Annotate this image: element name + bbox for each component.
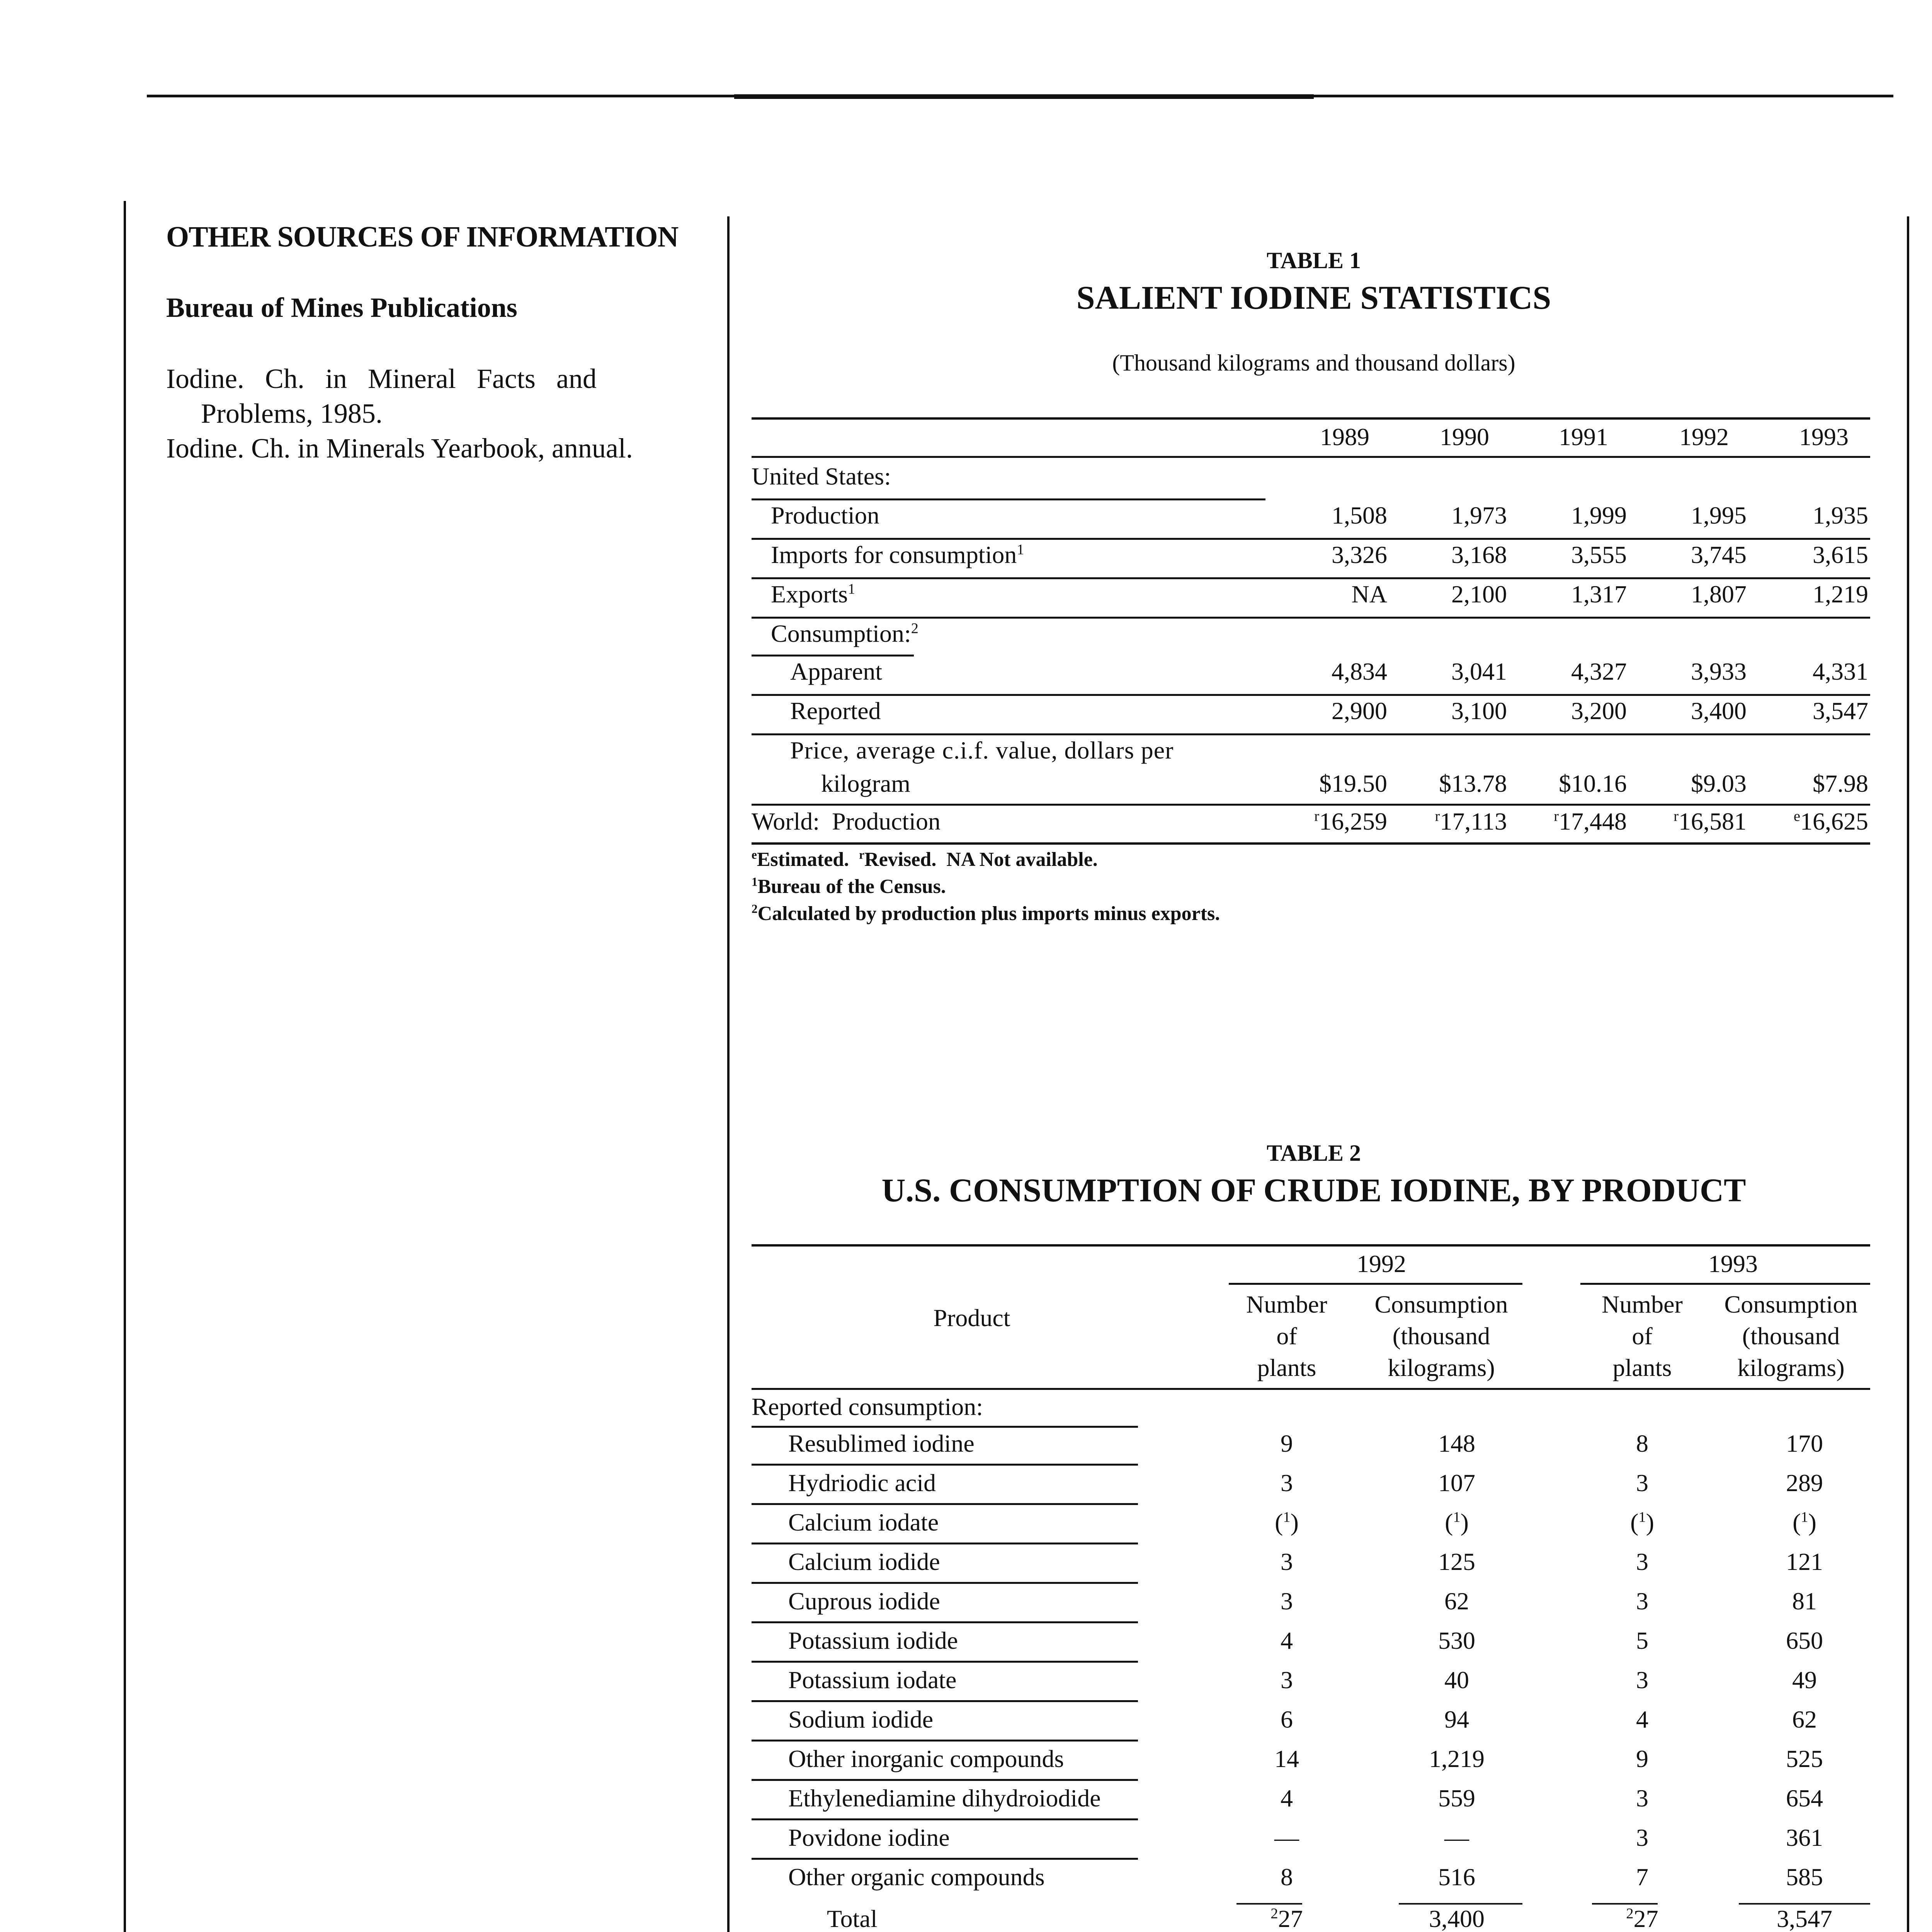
table-1-cell: 3,400 xyxy=(1691,697,1747,724)
table-1-cell: 3,547 xyxy=(1813,697,1868,724)
table-1-cell: 1,999 xyxy=(1571,502,1627,529)
table-2-row-label: Potassium iodate xyxy=(788,1666,957,1694)
table-1-cell: 3,326 xyxy=(1332,541,1387,568)
header-line: (thousand xyxy=(1742,1322,1840,1350)
table-1-cell: 1,508 xyxy=(1332,502,1387,529)
table-1-cell: 4,327 xyxy=(1571,658,1627,685)
table-1-row-rule xyxy=(752,694,1870,696)
table-2-cell: 525 xyxy=(1786,1745,1823,1772)
table-1-year-1991: 1991 xyxy=(1559,423,1608,451)
table-2-row-rule xyxy=(752,1740,1138,1742)
table-1-cell: NA xyxy=(1351,580,1387,608)
footnote-ref: 1 xyxy=(1283,1509,1291,1526)
table-1-cell: 3,168 xyxy=(1451,541,1507,568)
footnote-text: Calculated by production plus imports minus exports. xyxy=(757,903,1220,925)
table-2-cell: 3,400 xyxy=(1429,1905,1485,1932)
table-2-cell: 3 xyxy=(1636,1548,1648,1575)
table-2-row-rule xyxy=(752,1543,1138,1544)
total-plants-1993: 27 xyxy=(1633,1905,1658,1932)
table-1-row-label-text: Exports xyxy=(771,580,848,608)
table-2-title: U.S. CONSUMPTION OF CRUDE IODINE, BY PRODUCT xyxy=(881,1172,1746,1209)
table-1-row-rule xyxy=(752,498,1265,500)
table-2-cell: ($^1$) xyxy=(1275,1509,1299,1536)
footnote-ref: r xyxy=(1435,808,1440,825)
table-2-top-rule xyxy=(752,1244,1870,1247)
table-1-row-label: World: Production xyxy=(752,808,941,835)
table-1-cell: $10.16 xyxy=(1559,770,1627,797)
table-2-cell: 1,219 xyxy=(1429,1745,1485,1772)
footnote-ref: 2 xyxy=(1626,1905,1634,1922)
table-2-cell: 3 xyxy=(1281,1469,1293,1497)
table-2-cell: 3 xyxy=(1636,1469,1648,1497)
table-1-cell: $7.98 xyxy=(1813,770,1868,797)
table-2-row-rule xyxy=(752,1858,1138,1860)
table-1-cell: 3,200 xyxy=(1571,697,1627,724)
header-line: Number xyxy=(1246,1291,1327,1318)
header-line: (thousand xyxy=(1392,1322,1490,1350)
footnote-mark: 1 xyxy=(752,875,758,889)
table-2-row-rule xyxy=(752,1503,1138,1505)
footnote-text: Bureau of the Census. xyxy=(757,876,946,898)
table-2-row-rule xyxy=(752,1426,1138,1428)
table-2-cell: 3 xyxy=(1281,1666,1293,1694)
table-2-row-label: Sodium iodide xyxy=(788,1706,934,1733)
table-1-row-label-text: Imports for consumption xyxy=(771,541,1017,568)
table-2-cell: 530 xyxy=(1438,1627,1475,1654)
table-2-total-rule xyxy=(1399,1903,1522,1905)
table-1-footnote xyxy=(752,875,946,898)
table-1-row-consumption xyxy=(771,620,918,648)
table-1-cell-value: 16,625 xyxy=(1800,808,1868,835)
table-1-cell: $9.03 xyxy=(1691,770,1747,797)
table-2-cell: 9 xyxy=(1281,1430,1293,1457)
table-1-row-rule xyxy=(752,617,1870,619)
table-1-cell xyxy=(1291,808,1387,835)
table-2-row-label: Calcium iodide xyxy=(788,1548,940,1575)
table-1-row-label-text: Consumption: xyxy=(771,620,911,647)
footnote-ref: r xyxy=(1554,808,1559,825)
table-2-cell: 9 xyxy=(1636,1745,1648,1772)
table-1-cell: 1,807 xyxy=(1691,580,1747,608)
table-2-cell: 650 xyxy=(1786,1627,1823,1654)
table-2-cell: 4 xyxy=(1281,1627,1293,1654)
table-1-cell: 2,100 xyxy=(1451,580,1507,608)
table-2-col-consumption-1993 xyxy=(1712,1289,1870,1384)
table-2-cell: 3,547 xyxy=(1777,1905,1832,1932)
table-2-col-consumption-1992 xyxy=(1360,1289,1522,1384)
footnote-ref: 1 xyxy=(1017,541,1024,558)
table-2-cell: 7 xyxy=(1636,1863,1648,1891)
table-2-year-1993: 1993 xyxy=(1708,1250,1758,1277)
table-1-cell xyxy=(1410,808,1507,835)
table-2-row-rule xyxy=(752,1700,1138,1702)
table-2-cell: 62 xyxy=(1444,1587,1469,1615)
table-2-total-label: Total xyxy=(827,1905,878,1932)
footnote-mark: 2 xyxy=(752,902,758,916)
subsection-title: Bureau of Mines Publications xyxy=(166,292,517,323)
header-line: of xyxy=(1276,1322,1297,1350)
table-2-row-label: Resublimed iodine xyxy=(788,1430,975,1457)
table-1-cell-value: 16,259 xyxy=(1319,808,1387,835)
table-2-cell: — xyxy=(1274,1824,1299,1851)
footnote-text: Revised. NA Not available. xyxy=(864,849,1098,871)
table-1-cell: 1,935 xyxy=(1813,502,1868,529)
table-2-cell: 62 xyxy=(1792,1706,1817,1733)
table-2-row-rule xyxy=(752,1464,1138,1466)
table-1-cell: 3,555 xyxy=(1571,541,1627,568)
table-2-cell: 3 xyxy=(1636,1666,1648,1694)
table-2-year-rule-1993 xyxy=(1580,1283,1870,1285)
table-1-cell: 3,041 xyxy=(1451,658,1507,685)
table-1-row-label: Reported xyxy=(790,697,881,724)
table-1-row-label: Production xyxy=(771,502,879,529)
header-line: Number xyxy=(1602,1291,1683,1318)
footnote-ref: 1 xyxy=(848,581,855,597)
table-1-row-rule xyxy=(752,538,1870,540)
table-1-cell: 3,745 xyxy=(1691,541,1747,568)
left-margin-line xyxy=(124,201,126,1932)
footnote-ref: r xyxy=(1673,808,1679,825)
table-1-row-rule xyxy=(752,804,1870,806)
table-2-cell: 81 xyxy=(1792,1587,1817,1615)
table-1-cell-value: 17,448 xyxy=(1559,808,1627,835)
table-2-cell: 3 xyxy=(1636,1587,1648,1615)
table-2-cell: 40 xyxy=(1444,1666,1469,1694)
table-1-cell xyxy=(1772,808,1868,835)
footnote-ref: 1 xyxy=(1638,1509,1646,1526)
table-2-row-label: Cuprous iodide xyxy=(788,1587,940,1615)
table-2-header-rule xyxy=(752,1388,1870,1390)
table-1-row-label: Apparent xyxy=(790,658,883,685)
table-2-row-label: Potassium iodide xyxy=(788,1627,958,1654)
footnote-ref: 1 xyxy=(1453,1509,1461,1526)
table-1-cell: 3,615 xyxy=(1813,541,1868,568)
header-line: Consumption xyxy=(1724,1291,1858,1318)
table-1-cell: 4,331 xyxy=(1813,658,1868,685)
table-1-row-label xyxy=(771,541,1024,569)
table-2-year-rule-1992 xyxy=(1229,1283,1522,1285)
table-2-cell: 3 xyxy=(1636,1824,1648,1851)
table-1-title: SALIENT IODINE STATISTICS xyxy=(1076,279,1551,316)
table-2-cell xyxy=(1584,1905,1700,1932)
table-2-row-rule xyxy=(752,1818,1138,1820)
footnote-ref: 2 xyxy=(911,620,918,637)
table-1-section-us: United States: xyxy=(752,463,891,490)
table-2-cell: 4 xyxy=(1636,1706,1648,1733)
table-2-total-rule xyxy=(1739,1903,1870,1905)
table-1-cell: $13.78 xyxy=(1439,770,1507,797)
section-title: OTHER SOURCES OF INFORMATION xyxy=(166,221,679,253)
table-2-cell xyxy=(1229,1905,1345,1932)
table-1-header-rule xyxy=(752,456,1870,458)
table-2-cell: 516 xyxy=(1438,1863,1475,1891)
reference-2: Iodine. Ch. in Minerals Yearbook, annual. xyxy=(166,433,633,464)
table-1-top-rule xyxy=(752,417,1870,420)
table-2-cell: 121 xyxy=(1786,1548,1823,1575)
table-2-row-rule xyxy=(752,1582,1138,1584)
table-2-row-rule xyxy=(752,1661,1138,1663)
footnote-mark: e xyxy=(752,848,757,862)
table-1-cell: 2,900 xyxy=(1332,697,1387,724)
table-2-row-label: Povidone iodine xyxy=(788,1824,950,1851)
footnote-mark: r xyxy=(859,848,865,862)
header-line: of xyxy=(1632,1322,1653,1350)
footnote-ref: r xyxy=(1314,808,1319,825)
table-2-cell: 49 xyxy=(1792,1666,1817,1694)
table-2-row-label: Calcium iodate xyxy=(788,1509,939,1536)
table-2-cell: 107 xyxy=(1438,1469,1475,1497)
table-2-cell: 14 xyxy=(1274,1745,1299,1772)
table-1-cell: $19.50 xyxy=(1319,770,1387,797)
table-2-cell: — xyxy=(1444,1824,1469,1851)
table-1-year-1990: 1990 xyxy=(1440,423,1489,451)
table-1-year-1992: 1992 xyxy=(1679,423,1729,451)
table-1-row-label xyxy=(771,580,855,608)
table-1-row-rule xyxy=(752,733,1870,735)
table-2-cell: 4 xyxy=(1281,1784,1293,1812)
table-2-cell: 559 xyxy=(1438,1784,1475,1812)
table-2-cell: 6 xyxy=(1281,1706,1293,1733)
reference-1-line2: Problems, 1985. xyxy=(201,398,383,429)
table-2-cell: ($^1$) xyxy=(1630,1509,1654,1536)
header-line: plants xyxy=(1257,1354,1316,1381)
header-line: kilograms) xyxy=(1388,1354,1495,1381)
table-2-year-1992: 1992 xyxy=(1357,1250,1406,1277)
table-2-cell: 289 xyxy=(1786,1469,1823,1497)
reference-1-line1: Iodine. Ch. in Mineral Facts and xyxy=(166,363,597,394)
table-2-col-plants-1993 xyxy=(1584,1289,1700,1384)
table-1-bottom-rule xyxy=(752,842,1870,845)
table-2-cell: 3 xyxy=(1281,1548,1293,1575)
table-1-cell: 4,834 xyxy=(1332,658,1387,685)
table-2-total-rule xyxy=(1236,1903,1302,1905)
table-1-footnote xyxy=(752,902,1220,925)
table-2-cell: 654 xyxy=(1786,1784,1823,1812)
table-1-row-rule xyxy=(752,655,914,656)
header-line: kilograms) xyxy=(1737,1354,1845,1381)
table-2-cell: 8 xyxy=(1636,1430,1648,1457)
table-2-col-plants-1992 xyxy=(1229,1289,1345,1384)
table-2-cell: 361 xyxy=(1786,1824,1823,1851)
table-1-cell: 3,933 xyxy=(1691,658,1747,685)
footnote-ref: 2 xyxy=(1270,1905,1278,1922)
footnote-text: Estimated. xyxy=(757,849,859,871)
total-plants-1992: 27 xyxy=(1278,1905,1303,1932)
table-1-price-label-2: kilogram xyxy=(821,770,911,797)
table-2-cell: 148 xyxy=(1438,1430,1475,1457)
table-1-cell-value: 17,113 xyxy=(1440,808,1507,835)
reference-1 xyxy=(166,361,680,431)
header-line: Consumption xyxy=(1374,1291,1508,1318)
table-2-cell: 3 xyxy=(1636,1784,1648,1812)
table-2-cell: 170 xyxy=(1786,1430,1823,1457)
right-margin-line xyxy=(1907,216,1909,1932)
table-2-cell: ($^1$) xyxy=(1445,1509,1469,1536)
table-1-cell xyxy=(1650,808,1747,835)
table-1-cell xyxy=(1530,808,1627,835)
table-2-row-label: Hydriodic acid xyxy=(788,1469,936,1497)
table-1-number: TABLE 1 xyxy=(1267,248,1361,273)
table-2-cell: 3 xyxy=(1281,1587,1293,1615)
table-1-row-rule xyxy=(752,577,1870,579)
table-1-units: (Thousand kilograms and thousand dollars) xyxy=(1112,350,1515,376)
table-2-cell: 94 xyxy=(1444,1706,1469,1733)
table-2-col-product: Product xyxy=(933,1304,1010,1332)
table-2-row-rule xyxy=(752,1779,1138,1781)
table-2-row-rule xyxy=(752,1621,1138,1623)
table-2-cell: ($^1$) xyxy=(1793,1509,1816,1536)
footnote-ref: 1 xyxy=(1801,1509,1808,1526)
table-2-cell: 5 xyxy=(1636,1627,1648,1654)
table-2-section-reported: Reported consumption: xyxy=(752,1393,983,1420)
table-2-row-label: Other organic compounds xyxy=(788,1863,1045,1891)
table-2-cell: 585 xyxy=(1786,1863,1823,1891)
table-1-cell: 1,973 xyxy=(1451,502,1507,529)
header-line: plants xyxy=(1612,1354,1672,1381)
table-2-number: TABLE 2 xyxy=(1267,1140,1361,1166)
table-1-cell: 1,219 xyxy=(1813,580,1868,608)
table-1-footnote xyxy=(752,848,1098,871)
table-1-cell-value: 16,581 xyxy=(1679,808,1747,835)
table-1-cell: 1,995 xyxy=(1691,502,1747,529)
table-1-year-1993: 1993 xyxy=(1799,423,1849,451)
table-2-cell: 125 xyxy=(1438,1548,1475,1575)
table-1-cell: 3,100 xyxy=(1451,697,1507,724)
table-1-cell: 1,317 xyxy=(1571,580,1627,608)
table-2-row-label: Other inorganic compounds xyxy=(788,1745,1064,1772)
top-rule-thick xyxy=(734,94,1314,99)
table-2-total-rule xyxy=(1592,1903,1658,1905)
column-divider xyxy=(727,216,730,1932)
table-1-year-1989: 1989 xyxy=(1320,423,1369,451)
table-2-row-label: Ethylenediamine dihydroiodide xyxy=(788,1784,1101,1812)
table-2-cell: 8 xyxy=(1281,1863,1293,1891)
footnote-ref: e xyxy=(1793,808,1800,825)
table-1-price-label-1: Price, average c.i.f. value, dollars per xyxy=(790,736,1174,764)
